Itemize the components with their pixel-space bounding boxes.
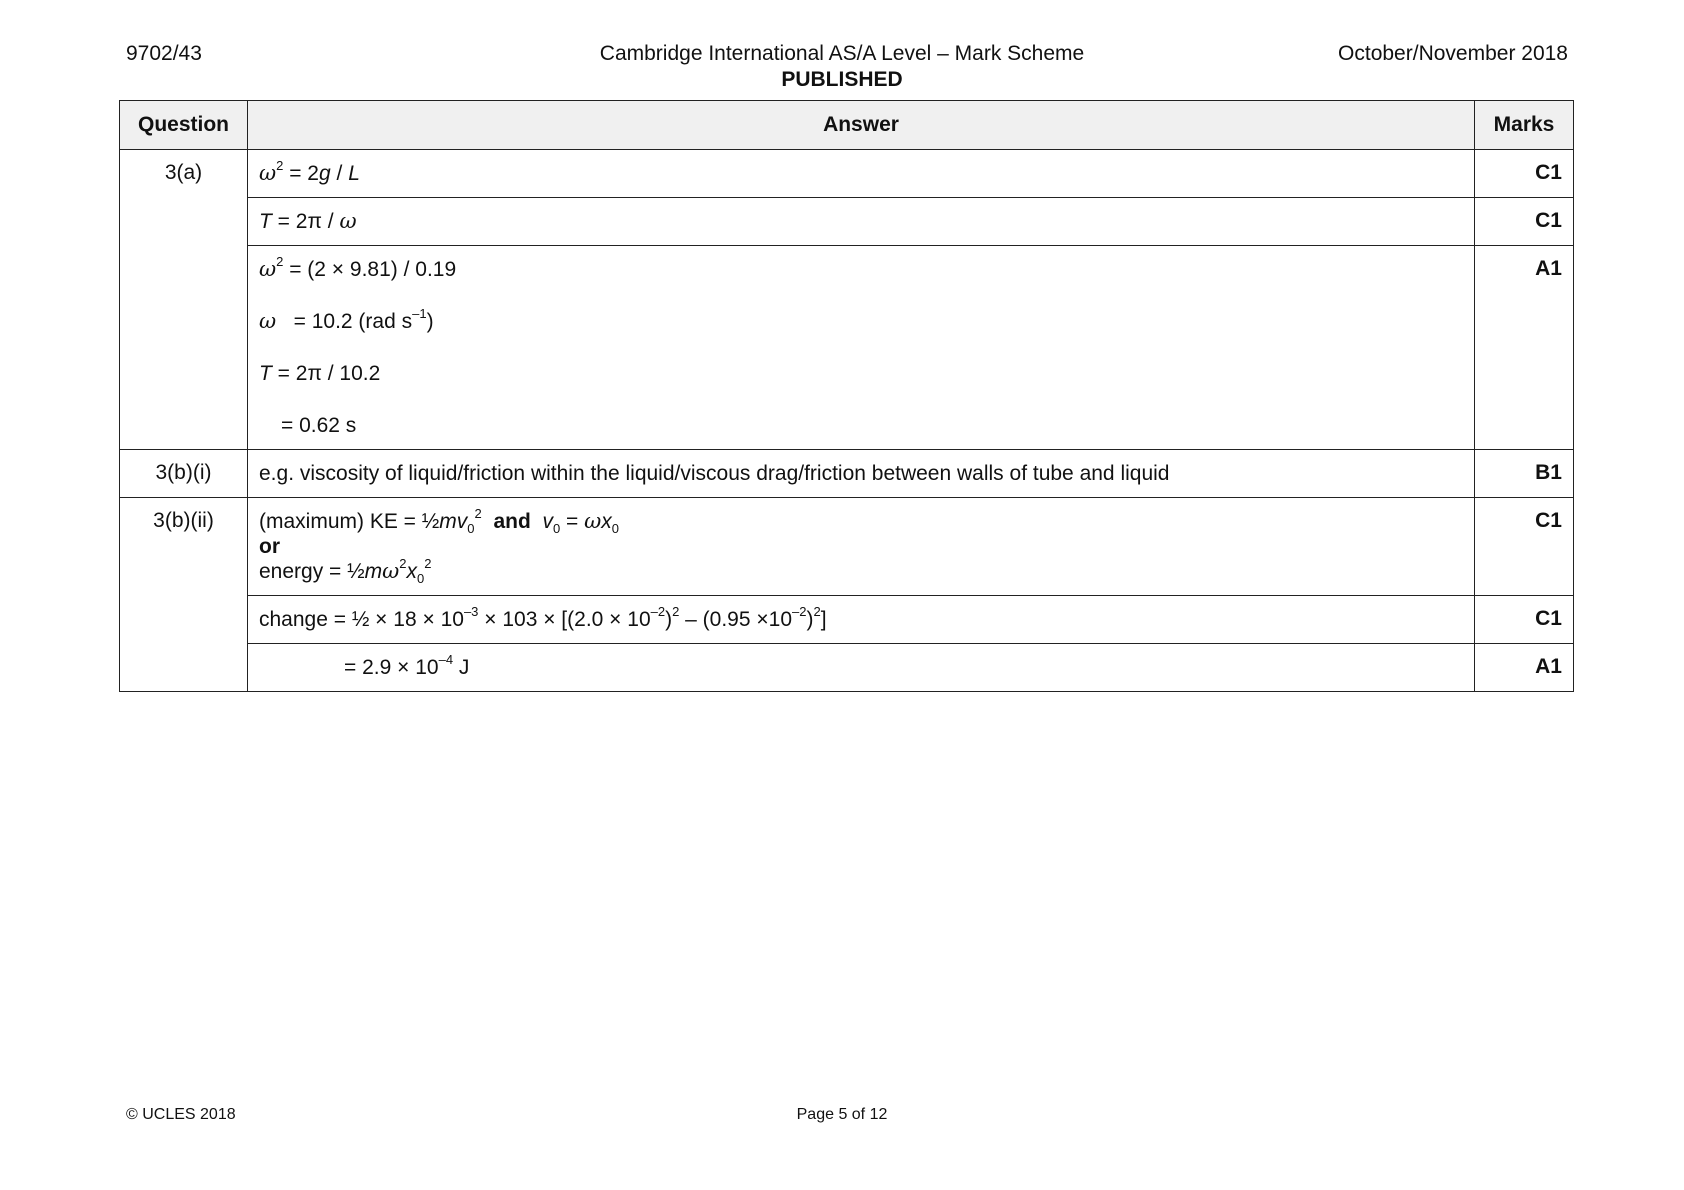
- symbol: x: [601, 510, 612, 533]
- column-header-answer: Answer: [248, 101, 1475, 150]
- superscript: 2: [276, 254, 284, 269]
- subscript: 0: [467, 521, 475, 537]
- answer-cell: [248, 498, 1475, 596]
- superscript: 2: [813, 604, 821, 619]
- equation-text: (maximum) KE = ½: [259, 510, 440, 533]
- copyright-notice: © UCLES 2018: [126, 1106, 236, 1123]
- equation-text: ): [426, 310, 434, 333]
- equation-text: = 2: [283, 162, 319, 185]
- equation-line: [259, 254, 1464, 282]
- exam-session: October/November 2018: [1338, 42, 1568, 65]
- column-header-marks: Marks: [1475, 101, 1574, 150]
- equation-text: =: [560, 510, 585, 533]
- equation-line: [259, 556, 1464, 587]
- column-header-question: Question: [120, 101, 248, 150]
- superscript: 2: [474, 506, 482, 521]
- table-row: [120, 150, 1574, 198]
- equation-line: [259, 361, 1464, 386]
- subscript: 0: [611, 521, 619, 537]
- symbol: ω: [339, 209, 357, 233]
- subscript: 0: [417, 571, 425, 587]
- equation-text: × 103 × [(2.0 × 10: [478, 608, 651, 631]
- equation-text: = (2 × 9.81) / 0.19: [283, 258, 457, 281]
- superscript: –4: [438, 652, 454, 667]
- equation-text: = 2.9 × 10: [344, 656, 439, 679]
- mark-cell: C1: [1475, 498, 1574, 596]
- symbol: T: [259, 362, 272, 385]
- answer-cell: [248, 198, 1475, 246]
- symbol: m: [364, 560, 383, 583]
- table-row: [120, 644, 1574, 692]
- superscript: 2: [424, 556, 432, 571]
- symbol: ω: [584, 509, 602, 533]
- table-row: [120, 596, 1574, 644]
- equation-line: = 0.62 s: [281, 414, 357, 437]
- answer-cell: e.g. viscosity of liquid/friction within the liquid/viscous drag/friction between walls of tube and liquid: [248, 450, 1475, 498]
- superscript: 2: [399, 556, 407, 571]
- equation-text: /: [330, 162, 349, 185]
- equation-text: energy = ½: [259, 560, 365, 583]
- connector-word: and: [493, 510, 531, 533]
- connector-word: or: [259, 535, 280, 558]
- published-label: PUBLISHED: [781, 68, 903, 91]
- equation-text: ): [806, 608, 814, 631]
- symbol: g: [318, 162, 331, 185]
- equation-text: ): [665, 608, 673, 631]
- equation-text: = 2π /: [271, 210, 340, 233]
- answer-cell: [248, 644, 1475, 692]
- equation-line: [259, 306, 1464, 334]
- symbol: ω: [259, 257, 277, 281]
- mark-scheme-table: [119, 100, 1574, 692]
- symbol: T: [259, 210, 272, 233]
- equation-text: J: [453, 656, 470, 679]
- symbol: x: [406, 560, 418, 583]
- symbol: v: [542, 510, 553, 533]
- symbol: L: [348, 162, 360, 185]
- equation-text: – (0.95 ×10: [679, 608, 792, 631]
- table-row: [120, 198, 1574, 246]
- symbol: ω: [259, 309, 277, 333]
- table-row: [120, 246, 1574, 450]
- table-header-row: [120, 101, 1574, 150]
- mark-cell: A1: [1475, 246, 1574, 450]
- subscript: 0: [552, 521, 561, 537]
- symbol: ω: [259, 161, 277, 185]
- question-number: 3(b)(ii): [120, 498, 248, 692]
- page-number: Page 5 of 12: [796, 1106, 888, 1123]
- superscript: –1: [412, 306, 427, 321]
- mark-cell: C1: [1475, 150, 1574, 198]
- symbol: m: [439, 510, 457, 533]
- superscript: 2: [276, 158, 284, 173]
- mark-cell: A1: [1475, 644, 1574, 692]
- answer-cell: [248, 150, 1475, 198]
- symbol: v: [456, 510, 468, 533]
- table-row: [120, 450, 1574, 498]
- symbol: ω: [382, 559, 400, 583]
- paper-code: 9702/43: [126, 42, 202, 65]
- document-title: Cambridge International AS/A Level – Mark Scheme: [599, 42, 1085, 65]
- equation-text: change = ½ × 18 × 10: [259, 608, 464, 631]
- equation-text: = 2π / 10.2: [271, 362, 381, 385]
- mark-cell: B1: [1475, 450, 1574, 498]
- mark-cell: C1: [1475, 198, 1574, 246]
- superscript: –2: [650, 604, 666, 619]
- equation-text: = 10.2 (rad s: [287, 310, 413, 333]
- equation-line: [259, 534, 1464, 559]
- superscript: –2: [792, 604, 807, 619]
- question-number: 3(b)(i): [120, 450, 248, 498]
- question-number: 3(a): [120, 150, 248, 450]
- mark-cell: C1: [1475, 596, 1574, 644]
- table-row: [120, 498, 1574, 596]
- superscript: –3: [463, 604, 479, 619]
- answer-cell: [248, 596, 1475, 644]
- superscript: 2: [672, 604, 680, 619]
- equation-text: ]: [820, 608, 827, 631]
- answer-cell: [248, 246, 1475, 450]
- equation-line: [259, 506, 1464, 537]
